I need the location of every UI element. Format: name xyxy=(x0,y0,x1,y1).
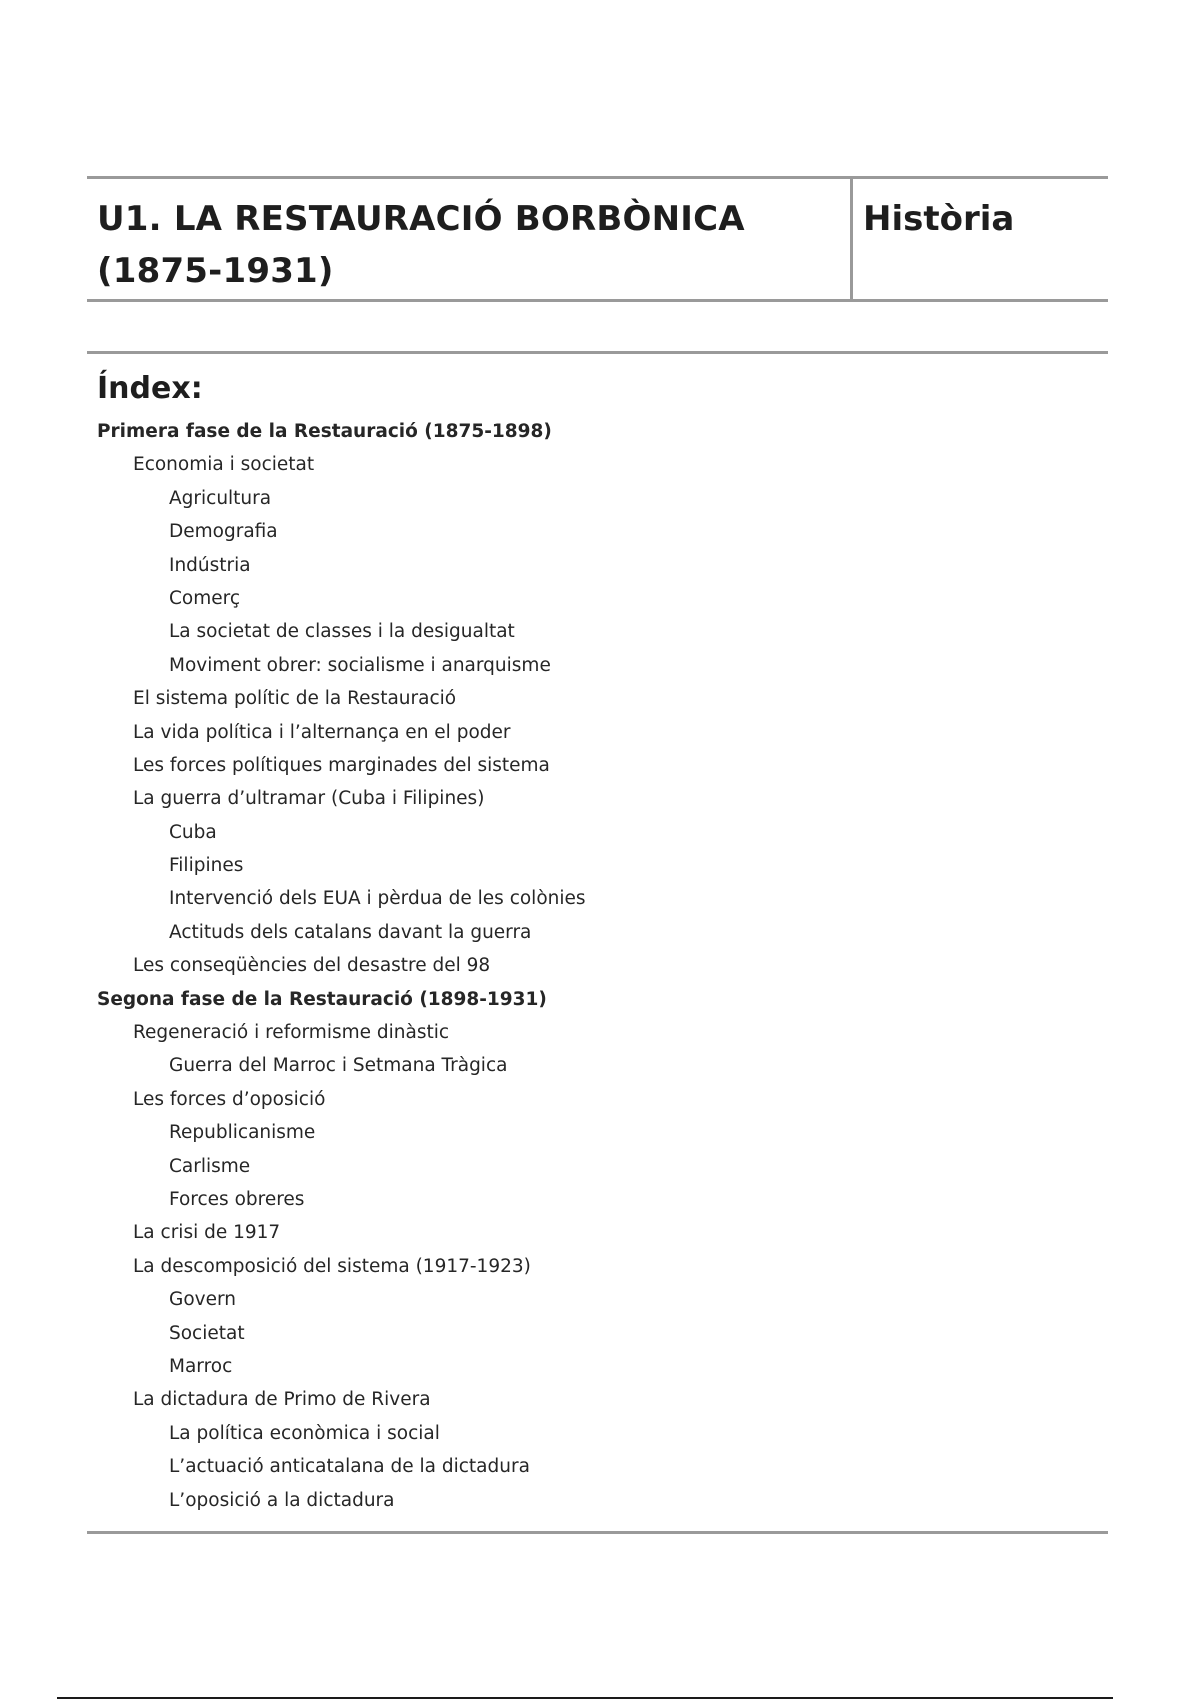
title-cell xyxy=(87,179,853,299)
toc-subsubsection[interactable]: Marroc xyxy=(169,1355,233,1377)
toc-subsection[interactable]: Les conseqüències del desastre del 98 xyxy=(133,955,491,977)
toc-subsubsection[interactable]: Actituds dels catalans davant la guerra xyxy=(169,921,532,943)
toc-subsubsection[interactable]: Demografia xyxy=(169,521,278,543)
table-of-contents xyxy=(87,351,1108,1534)
toc-subsubsection[interactable]: L’actuació anticatalana de la dictadura xyxy=(169,1456,530,1478)
toc-section[interactable]: Segona fase de la Restauració (1898-1931) xyxy=(97,988,547,1010)
toc-subsection[interactable]: La dictadura de Primo de Rivera xyxy=(133,1389,431,1411)
toc-subsubsection[interactable]: Forces obreres xyxy=(169,1188,305,1210)
toc-subsection[interactable]: La vida política i l’alternança en el poder xyxy=(133,721,511,743)
toc-section[interactable]: Primera fase de la Restauració (1875-1898) xyxy=(97,421,552,442)
toc-subsubsection[interactable]: La societat de classes i la desigualtat xyxy=(169,621,515,643)
toc-subsubsection[interactable]: Guerra del Marroc i Setmana Tràgica xyxy=(169,1055,508,1077)
toc-subsection[interactable]: La descomposició del sistema (1917-1923) xyxy=(133,1255,531,1277)
toc-subsection[interactable]: La guerra d’ultramar (Cuba i Filipines) xyxy=(133,788,485,810)
toc-subsubsection[interactable]: Republicanisme xyxy=(169,1122,316,1144)
toc-subsection[interactable]: Les forces d’oposició xyxy=(133,1088,326,1110)
toc-list xyxy=(97,415,1098,1517)
index-heading: Índex: xyxy=(97,371,203,406)
toc-subsubsection[interactable]: Societat xyxy=(169,1322,245,1344)
document-header xyxy=(87,176,1108,302)
toc-subsection[interactable]: La crisi de 1917 xyxy=(133,1222,281,1244)
subject-label: Història xyxy=(863,199,1015,239)
toc-subsubsection[interactable]: Agricultura xyxy=(169,487,272,509)
toc-subsubsection[interactable]: Govern xyxy=(169,1289,236,1311)
toc-subsubsection[interactable]: Filipines xyxy=(169,855,244,877)
toc-subsection[interactable]: El sistema polític de la Restauració xyxy=(133,688,457,710)
page-footer-divider xyxy=(57,1697,1113,1699)
toc-subsubsection[interactable]: Cuba xyxy=(169,821,217,843)
toc-subsubsection[interactable]: Comerç xyxy=(169,587,241,609)
toc-subsubsection[interactable]: Indústria xyxy=(169,554,251,576)
toc-subsection[interactable]: Regeneració i reformisme dinàstic xyxy=(133,1022,450,1044)
toc-subsubsection[interactable]: Moviment obrer: socialisme i anarquisme xyxy=(169,654,551,676)
toc-subsubsection[interactable]: Carlisme xyxy=(169,1155,251,1177)
toc-subsubsection[interactable]: L’oposició a la dictadura xyxy=(169,1489,395,1511)
toc-subsection[interactable]: Les forces polítiques marginades del sistema xyxy=(133,754,550,776)
subject-cell xyxy=(853,179,1108,299)
toc-subsubsection[interactable]: La política econòmica i social xyxy=(169,1422,440,1444)
toc-subsection[interactable]: Economia i societat xyxy=(133,454,315,476)
document-title: U1. LA RESTAURACIÓ BORBÒNICA (1875-1931) xyxy=(97,199,745,291)
toc-subsubsection[interactable]: Intervenció dels EUA i pèrdua de les colònies xyxy=(169,888,586,910)
